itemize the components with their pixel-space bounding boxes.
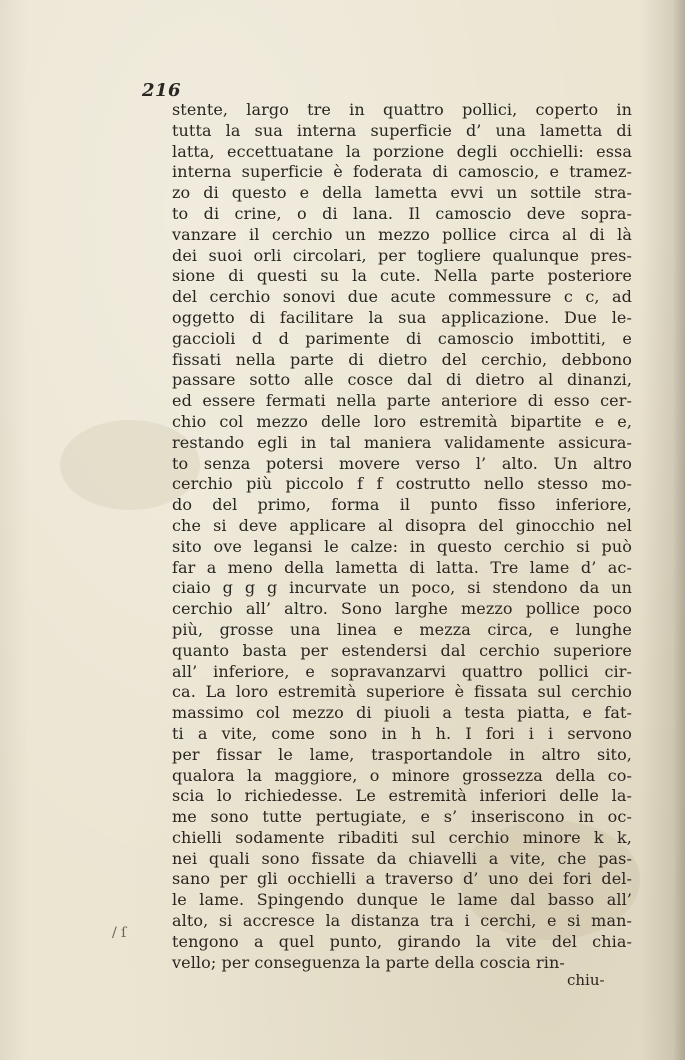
text-line: interna superficie è foderata di camoscio, e tramez-: [172, 162, 632, 182]
text-line: far a meno della lametta di latta. Tre lame d’ ac-: [172, 557, 632, 577]
text-line: me sono tutte pertugiate, e s’ inseriscono in oc-: [172, 807, 632, 827]
body-text: [172, 100, 632, 973]
text-line: ca. La loro estremità superiore è fissata sul cerchio: [172, 682, 632, 702]
margin-mark: / ſ: [112, 925, 127, 941]
text-line: tutta la sua interna superficie d’ una lametta di: [172, 120, 632, 140]
text-line: quanto basta per estendersi dal cerchio superiore: [172, 640, 632, 660]
text-line: per fissar le lame, trasportandole in altro sito,: [172, 744, 632, 764]
catchword: chiu-: [567, 971, 605, 989]
text-line: ed essere fermati nella parte anteriore di esso cer-: [172, 391, 632, 411]
text-line: sito ove legansi le calze: in questo cerchio si può: [172, 536, 632, 556]
text-line: all’ inferiore, e sopravanzarvi quattro pollici cir-: [172, 661, 632, 681]
text-line: ti a vite, come sono in h h. I fori i i servono: [172, 723, 632, 743]
text-line: sano per gli occhielli a traverso d’ uno dei fori del-: [172, 869, 632, 889]
text-line: do del primo, forma il punto fisso inferiore,: [172, 495, 632, 515]
text-line: che si deve applicare al disopra del ginocchio nel: [172, 515, 632, 535]
text-line: dei suoi orli circolari, per togliere qualunque pres-: [172, 245, 632, 265]
page-edge-shadow: [673, 0, 685, 1060]
text-line: ciaio g g g incurvate un poco, si stendono da un: [172, 578, 632, 598]
text-line: to senza potersi movere verso l’ alto. Un altro: [172, 453, 632, 473]
text-line: del cerchio sonovi due acute commessure c c, ad: [172, 287, 632, 307]
text-line: tengono a quel punto, girando la vite del chia-: [172, 931, 632, 951]
text-line: alto, si accresce la distanza tra i cerchi, e si man-: [172, 911, 632, 931]
text-line: zo di questo e della lametta evvi un sottile stra-: [172, 183, 632, 203]
text-line: cerchio all’ altro. Sono larghe mezzo pollice poco: [172, 599, 632, 619]
text-line: fissati nella parte di dietro del cerchio, debbono: [172, 349, 632, 369]
text-line: oggetto di facilitare la sua applicazione. Due le-: [172, 307, 632, 327]
text-line: chielli sodamente ribaditi sul cerchio minore k k,: [172, 827, 632, 847]
text-line: scia lo richiedesse. Le estremità inferiori delle la-: [172, 786, 632, 806]
text-line: cerchio più piccolo f f costrutto nello stesso mo-: [172, 474, 632, 494]
text-line: nei quali sono fissate da chiavelli a vite, che pas-: [172, 848, 632, 868]
page-number: 216: [142, 80, 182, 101]
text-line: restando egli in tal maniera validamente assicura-: [172, 432, 632, 452]
text-line: stente, largo tre in quattro pollici, coperto in: [172, 100, 632, 119]
text-line: to di crine, o di lana. Il camoscio deve sopra-: [172, 203, 632, 223]
text-line: sione di questi su la cute. Nella parte posteriore: [172, 266, 632, 286]
text-line: massimo col mezzo di piuoli a testa piatta, e fat-: [172, 703, 632, 723]
text-line: qualora la maggiore, o minore grossezza della co-: [172, 765, 632, 785]
text-line: chio col mezzo delle loro estremità bipartite e e,: [172, 411, 632, 431]
text-line: le lame. Spingendo dunque le lame dal basso all’: [172, 890, 632, 910]
text-line: vello; per conseguenza la parte della coscia rin-: [172, 952, 565, 972]
text-line: vanzare il cerchio un mezzo pollice circa al di là: [172, 224, 632, 244]
text-line: latta, eccettuatane la porzione degli occhielli: essa: [172, 141, 632, 161]
text-line: passare sotto alle cosce dal di dietro al dinanzi,: [172, 370, 632, 390]
text-line: più, grosse una linea e mezza circa, e lunghe: [172, 619, 632, 639]
text-line: gaccioli d d parimente di camoscio imbottiti, e: [172, 328, 632, 348]
